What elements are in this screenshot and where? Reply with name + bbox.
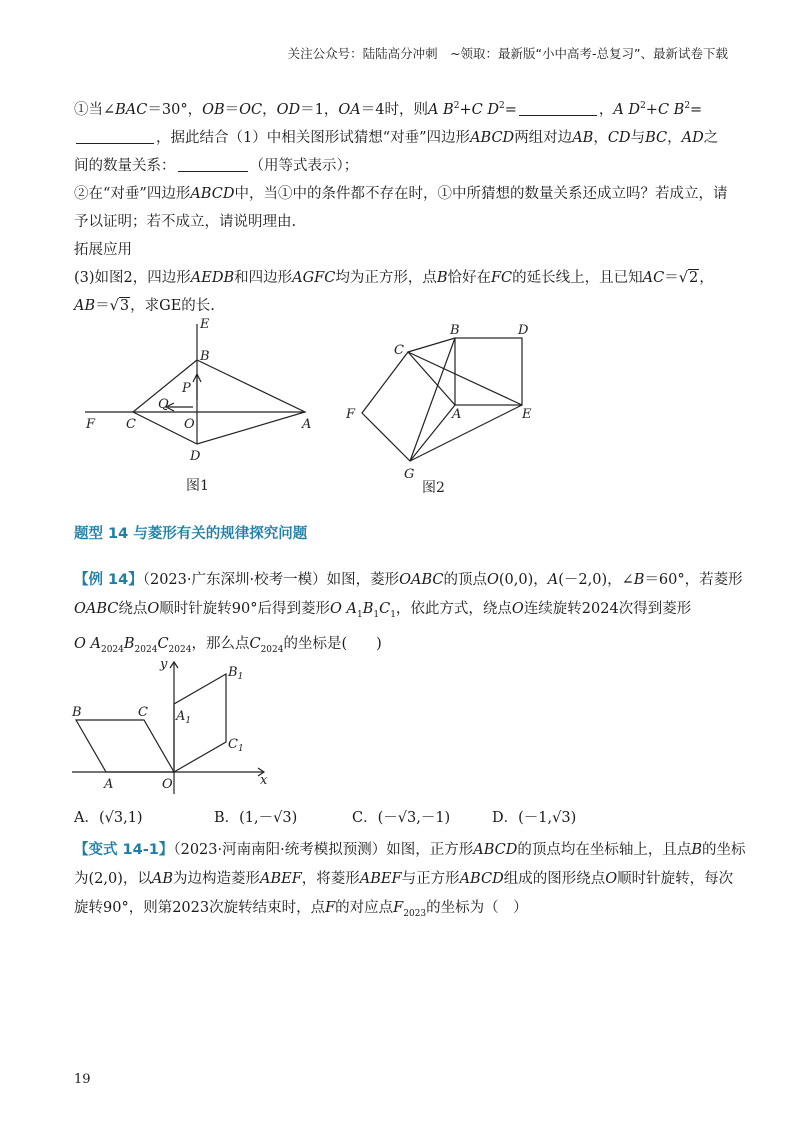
figure-2-caption: 图2 (422, 480, 445, 496)
label-c: C (394, 343, 404, 358)
text: (－2,0)，∠ (558, 572, 634, 588)
square-agfc (362, 352, 455, 461)
var-line-1 (74, 836, 746, 865)
answer-blank[interactable] (76, 129, 154, 144)
line-1 (74, 92, 734, 124)
example-tag: 【例 14】 (74, 572, 143, 588)
label-b1-letter: B (228, 665, 238, 680)
math: AB (151, 871, 174, 887)
option-d[interactable]: D．(－1,√3) (492, 810, 577, 826)
label-d: D (190, 449, 201, 464)
math: OABC (399, 572, 444, 588)
math: A D (613, 101, 641, 118)
text: ， (593, 129, 608, 146)
text: 与 (630, 129, 646, 146)
label-b1-sub: 1 (237, 672, 244, 682)
label-f: F (346, 407, 356, 422)
subscript: 2024 (260, 644, 284, 655)
segment-cb (408, 338, 455, 352)
math: C (157, 635, 169, 652)
math: ABCD (473, 842, 518, 858)
math: BC (645, 129, 668, 146)
subscript: 2023 (403, 908, 427, 919)
text: 中，当①中的条件都不存在时，①中所猜想的数量关系还成立吗？若成立，请 (234, 185, 728, 202)
text: 的顶点均在坐标轴上，且点 (517, 842, 692, 858)
text: + (459, 101, 472, 118)
figure-1 (80, 312, 320, 502)
subscript: 2024 (100, 644, 124, 655)
text: ＝4时，则 (360, 101, 428, 118)
var-line-3 (74, 894, 734, 929)
text: ＝30°， (147, 101, 203, 118)
label-g: G (404, 467, 415, 482)
text: ①当∠ (74, 101, 116, 118)
math: OB (202, 101, 225, 118)
text: 之 (703, 129, 719, 146)
math: B (123, 635, 135, 652)
text: ， (699, 269, 714, 286)
exponent: 2 (684, 101, 691, 111)
label-o: O (184, 417, 195, 432)
math: O (511, 601, 524, 617)
text: ＝ (224, 101, 240, 118)
label-q: Q (158, 397, 169, 412)
math: AC (642, 269, 665, 286)
line-7 (74, 264, 734, 292)
exponent: 2 (453, 101, 460, 111)
math: C D (471, 101, 499, 118)
var-line-2 (74, 865, 734, 894)
text: 恰好在 (447, 269, 491, 286)
text: 的坐标为（ ） (426, 900, 528, 916)
math: O (605, 871, 618, 887)
math: CD (607, 129, 631, 146)
math: C (379, 601, 391, 617)
variant-tag: 【变式 14-1】 (74, 842, 174, 858)
rhombus-oabc (76, 720, 174, 772)
math: F (325, 900, 336, 916)
text: 的顶点 (443, 572, 487, 588)
exponent: 2 (498, 101, 505, 111)
text: ， (598, 101, 614, 118)
text: 顺时针旋转90°后得到菱形 (159, 601, 330, 617)
text: ，求GE的长. (130, 297, 215, 314)
subscript: 1 (356, 609, 363, 620)
math: AD (681, 129, 704, 146)
label-x: x (260, 773, 268, 788)
text: (3)如图2，四边形 (74, 269, 191, 286)
text: ，那么点 (191, 635, 250, 652)
label-p: P (182, 381, 191, 396)
text: 的坐标 (702, 842, 746, 858)
text: ＝1， (300, 101, 339, 118)
example-14 (74, 566, 743, 665)
label-b: B (200, 349, 210, 364)
radicand: 3 (119, 297, 130, 314)
math: C (249, 635, 261, 652)
text: 均为正方形，点 (335, 269, 437, 286)
label-c1-letter: C (228, 737, 238, 752)
text: 的对应点 (335, 900, 394, 916)
math: ABCD (470, 129, 515, 146)
math: AEDB (190, 269, 235, 286)
label-a1 (175, 709, 191, 726)
label-a: A (104, 777, 114, 792)
text: 两组对边 (514, 129, 573, 146)
math: C B (657, 101, 685, 118)
page-number: 19 (74, 1072, 91, 1087)
label-c: C (138, 705, 148, 720)
label-d: D (518, 323, 529, 338)
math: FC (490, 269, 513, 286)
figure-1-caption: 图1 (186, 478, 209, 494)
label-e: E (522, 407, 532, 422)
text: 与正方形 (401, 871, 460, 887)
label-c: C (126, 417, 136, 432)
subscript: 1 (373, 609, 380, 620)
page-header: 关注公众号：陆陆高分冲刺 ~领取：最新版“小中高考-总复习”、最新试卷下载 (287, 46, 728, 61)
text: 绕点 (118, 601, 148, 617)
ex-line-1 (74, 566, 743, 595)
math: OD (276, 101, 301, 118)
math: O (487, 572, 499, 588)
answer-blank[interactable] (519, 101, 597, 116)
math: B (436, 269, 448, 286)
math: A B (427, 101, 454, 118)
label-b: B (450, 323, 460, 338)
subscript: 2024 (168, 644, 192, 655)
square-aedb (455, 338, 522, 405)
text: = (504, 101, 517, 118)
text: 组成的图形绕点 (503, 871, 606, 887)
label-f: F (86, 417, 96, 432)
math: B (691, 842, 702, 858)
text: ＝√ (95, 297, 119, 314)
math: B (362, 601, 374, 617)
text: （用等式表示）； (249, 157, 359, 174)
line-2 (74, 124, 734, 152)
label-a: A (452, 407, 462, 422)
radicand: 2 (688, 269, 699, 286)
math: OC (239, 101, 263, 118)
option-c[interactable]: C．(－√3,－1) (352, 810, 451, 826)
math: ABCD (190, 185, 235, 202)
text: （2023·河南南阳·统考模拟预测）如图，正方形 (173, 842, 474, 858)
subscript: 2024 (134, 644, 158, 655)
label-y: y (160, 657, 168, 672)
text: ，据此结合（1）中相关图形试猜想“对垂”四边形 (156, 129, 471, 146)
math: AB (572, 129, 594, 146)
figure-2 (340, 318, 550, 498)
label-o: O (162, 777, 173, 792)
math: ABEF (359, 871, 402, 887)
text: 的延长线上，且已知 (512, 269, 643, 286)
subscript: 1 (390, 609, 396, 620)
text: ， (262, 101, 277, 118)
math: ABEF (260, 871, 302, 887)
text: ＝√ (664, 269, 688, 286)
math: O (147, 601, 160, 617)
text: 和四边形 (234, 269, 293, 286)
math: OABC (74, 601, 119, 617)
text: 间的数量关系： (74, 157, 176, 174)
math: O A (74, 635, 101, 652)
math: BAC (115, 101, 148, 118)
text: ， (667, 129, 682, 146)
math: O A (329, 601, 357, 617)
text: ＝60°，若菱形 (644, 572, 743, 588)
text: 为(2,0)，以 (74, 871, 152, 887)
text: ，依此方式，绕点 (395, 601, 512, 617)
line-5: 予以证明；若不成立，请说明理由. (74, 213, 297, 230)
line-3 (74, 152, 734, 180)
text: ，将菱形 (301, 871, 360, 887)
label-e: E (200, 317, 210, 332)
math: AB (74, 297, 96, 314)
question-body (74, 92, 734, 320)
label-b: B (72, 705, 82, 720)
label-c1 (228, 737, 244, 754)
text: ②在“对垂”四边形 (74, 185, 191, 202)
exponent: 2 (640, 101, 646, 111)
text: 旋转90°，则第2023次旋转结束时，点 (74, 900, 326, 916)
line-4 (74, 180, 734, 208)
figure-3 (66, 654, 276, 800)
text: 连续旋转2024次得到菱形 (523, 601, 692, 617)
topic-heading: 题型 14 与菱形有关的规律探究问题 (74, 526, 308, 542)
label-c1-sub: 1 (237, 744, 244, 754)
math: AGFC (292, 269, 336, 286)
option-b[interactable]: B．(1,－√3) (214, 810, 298, 826)
segment-ce (408, 352, 522, 405)
text: 为边构造菱形 (173, 871, 261, 887)
text: + (645, 101, 658, 118)
label-b1 (227, 665, 243, 682)
ex-line-2 (74, 595, 734, 630)
text: （2023·广东深圳·校考一模）如图，菱形 (142, 572, 400, 588)
math: B (633, 572, 645, 588)
text: 的坐标是( ) (283, 635, 382, 652)
variant-14-1 (74, 836, 746, 929)
label-a: A (302, 417, 312, 432)
math: ABCD (459, 871, 504, 887)
option-a[interactable]: A．(√3,1) (74, 810, 143, 826)
math: F (393, 900, 404, 916)
text: (0,0)， (498, 572, 548, 588)
section-label: 拓展应用 (74, 241, 132, 258)
label-a1-letter: A (176, 709, 186, 724)
text: = (690, 101, 703, 118)
math: A (547, 572, 559, 588)
label-a1-sub: 1 (185, 716, 192, 726)
answer-blank[interactable] (178, 157, 248, 172)
text: 顺时针旋转，每次 (617, 871, 734, 887)
math: OA (338, 101, 361, 118)
